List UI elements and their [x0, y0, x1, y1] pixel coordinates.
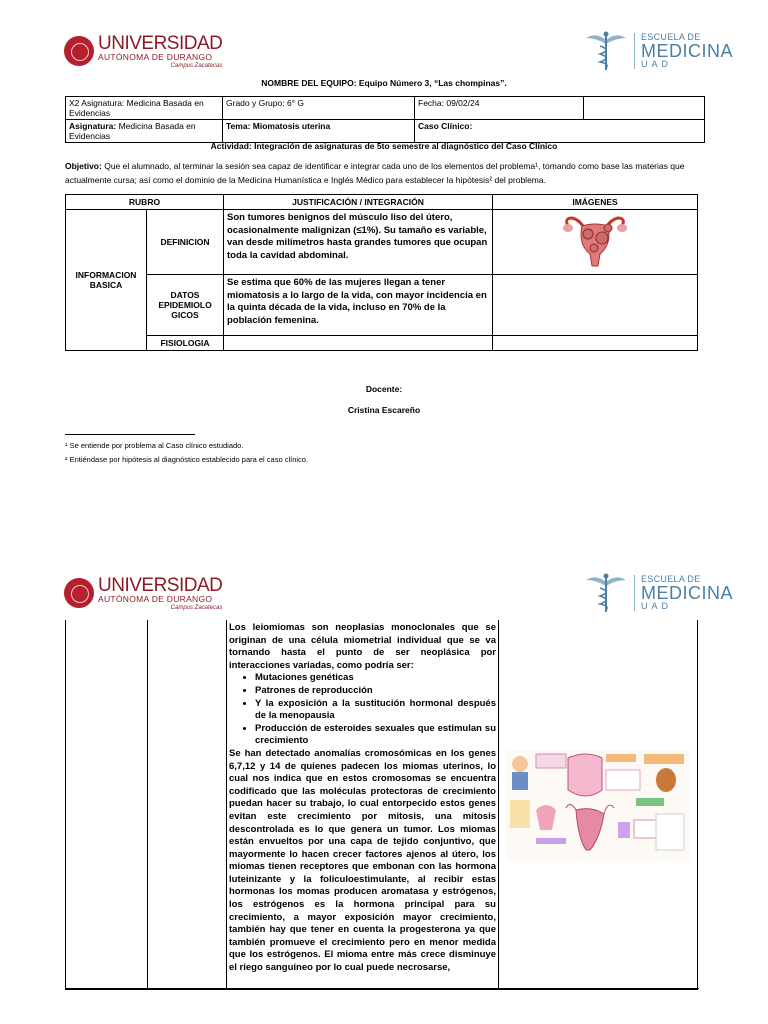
- caduceus-icon: [584, 572, 628, 614]
- team-title: NOMBRE DEL EQUIPO: Equipo Número 3, “Las chompinas”.: [261, 78, 507, 88]
- objective: [65, 159, 707, 187]
- docente-label: Docente:: [365, 384, 403, 394]
- university-name: UNIVERSIDAD: [98, 33, 223, 54]
- university-subtitle: AUTÓNOMA DE DURANGO: [98, 594, 213, 604]
- docente-name: Cristina Escareño: [347, 405, 421, 415]
- medicina-line1: ESCUELA DE: [641, 574, 701, 584]
- caso-label: Caso Clínico:: [418, 121, 473, 131]
- footnote-1: ¹ Se entiende por problema al Caso clínico estudiado.: [65, 441, 244, 450]
- university-seal-icon: [64, 578, 94, 608]
- medicina-line2: MEDICINA: [641, 41, 734, 61]
- footnote-2: ² Entiéndase por hipótesis al diagnóstico establecido para el caso clínico.: [65, 455, 309, 464]
- info-cell-tema: [223, 120, 415, 143]
- info-table: [65, 96, 705, 143]
- university-seal-icon: [64, 36, 94, 66]
- medicina-line3: UAD: [641, 601, 673, 611]
- info-cell-empty: [584, 97, 705, 120]
- row-image-fisiologia: [493, 336, 698, 351]
- header-justificacion: JUSTIFICACIÓN / INTEGRACIÓN: [224, 195, 493, 210]
- info-cell-caso: [415, 120, 705, 143]
- footnote-separator: [65, 434, 195, 435]
- fisiologia-paragraph-1: Los leiomiomas son neoplasias monoclonales que se originan de una célula miometrial individual que se va tornando hasta el punto de ser neoplásica por interacciones variadas, como podría ser:: [229, 622, 496, 671]
- medicina-line2: MEDICINA: [641, 583, 734, 603]
- info-cell-grado: Grado y Grupo: 6° G: [223, 97, 415, 120]
- row-text-datos: Se estima que 60% de las mujeres llegan a tener miomatosis a lo largo de la vida, con mayor incidencia en la quinta década de la vida, incluso en 70% de la población femenina.: [224, 275, 493, 336]
- university-campus: Campus Zacatecas: [170, 62, 223, 69]
- list-item: • Mutaciones genéticas: [255, 672, 496, 685]
- uad-logo-page2: [64, 576, 222, 611]
- list-item: • Patrones de reproducción: [255, 685, 496, 698]
- university-name: UNIVERSIDAD: [98, 575, 223, 596]
- factor-list: [229, 672, 496, 748]
- uad-logo: [64, 34, 222, 69]
- medicina-line3: UAD: [641, 59, 673, 69]
- objective-label: Objetivo:: [65, 161, 102, 171]
- objective-text: Que el alumnado, al terminar la sesión sea capaz de identificar e integrar cada uno de los elementos del problema¹, tomando como base las materias que actualmente cursa; así como el dominio de la Medicina Humanística e Inglés Médico para establecer la hipótesis² del problema.: [65, 161, 685, 185]
- fisiologia-text: [229, 622, 496, 975]
- row-label-fisiologia: FISIOLOGIA: [147, 336, 224, 351]
- medicina-logo: [584, 30, 733, 72]
- medicina-logo-page2: [584, 572, 733, 614]
- caduceus-icon: [584, 30, 628, 72]
- university-subtitle: AUTÓNOMA DE DURANGO: [98, 52, 213, 62]
- header-imagenes: IMÁGENES: [493, 195, 698, 210]
- info-cell-asignatura2: [66, 120, 223, 143]
- rubro-table: [65, 194, 698, 351]
- uterus-fibroid-image: [560, 212, 630, 270]
- row-text-fisiologia: [224, 336, 493, 351]
- row-label-datos: DATOS EPIDEMIOLO GICOS: [147, 275, 224, 336]
- list-item: • Producción de esteroides sexuales que estimulan su crecimiento: [255, 723, 496, 748]
- header-rubro: RUBRO: [66, 195, 224, 210]
- asignatura-label: Asignatura:: [69, 121, 117, 131]
- asignatura-value: Medicina Basada en Evidencias: [69, 121, 196, 141]
- tema-label: Tema:: [226, 121, 251, 131]
- fisiologia-paragraph-2: Se han detectado anomalías cromosómicas en los genes 6,7,12 y 14 de quienes padecen los miomas uterinos, lo cual nos indica que en estos cromosomas se encuentra codificado que las moléculas protectoras de crecimiento puedan hacer su trabajo, lo cual entorpecido estos genes evitan este crecimiento por mitosis, una mitosis descontrolada es lo que genera un tumor. Los miomas están envueltos por una capa de tejido conjuntivo, que mayormente lo hacen crecer factores ajenos al útero, los miomas tienen receptores que embonan con las hormona luteinizante y la foliculoestimulante, al recibir estas hormonas los momas producen aromatasa y estrógenos, los estrógenos es la hormona principal para su crecimiento, a mayor exposición mayor crecimiento, también hay que tener en cuenta la progesterona ya que también promueve el crecimiento pero en menor medida que los estrógenos. El mioma entre más crece disminuye el riego sanguíneo por lo cual puede necrosarse,: [229, 747, 496, 974]
- group-label: INFORMACION BASICA: [66, 210, 147, 351]
- tema-value: Miomatosis uterina: [250, 121, 331, 131]
- info-cell-fecha: Fecha: 09/02/24: [415, 97, 584, 120]
- row-text-definicion: Son tumores benignos del músculo liso del útero, ocasionalmente malignizan (≤1%). Su tamaño es variable, van desde milímetros hasta grandes tumores que ocupan toda la cavidad abdominal.: [224, 210, 493, 275]
- row-image-datos: [493, 275, 698, 336]
- physiology-infographic: [506, 750, 690, 860]
- university-campus: Campus Zacatecas: [170, 604, 223, 611]
- list-item: • Y la exposición a la sustitución hormonal después de la menopausia: [255, 698, 496, 723]
- physiology-infographic-image: [506, 750, 690, 860]
- medicina-line1: ESCUELA DE: [641, 32, 701, 42]
- info-cell-asignatura: X2 Asignatura: Medicina Basada en Evidencias: [66, 97, 223, 120]
- row-label-definicion: DEFINICION: [147, 210, 224, 275]
- activity-line: Actividad: Integración de asignaturas de 5to semestre al diagnóstico del Caso Clínico: [210, 141, 558, 151]
- uterus-image-cell: [493, 210, 698, 275]
